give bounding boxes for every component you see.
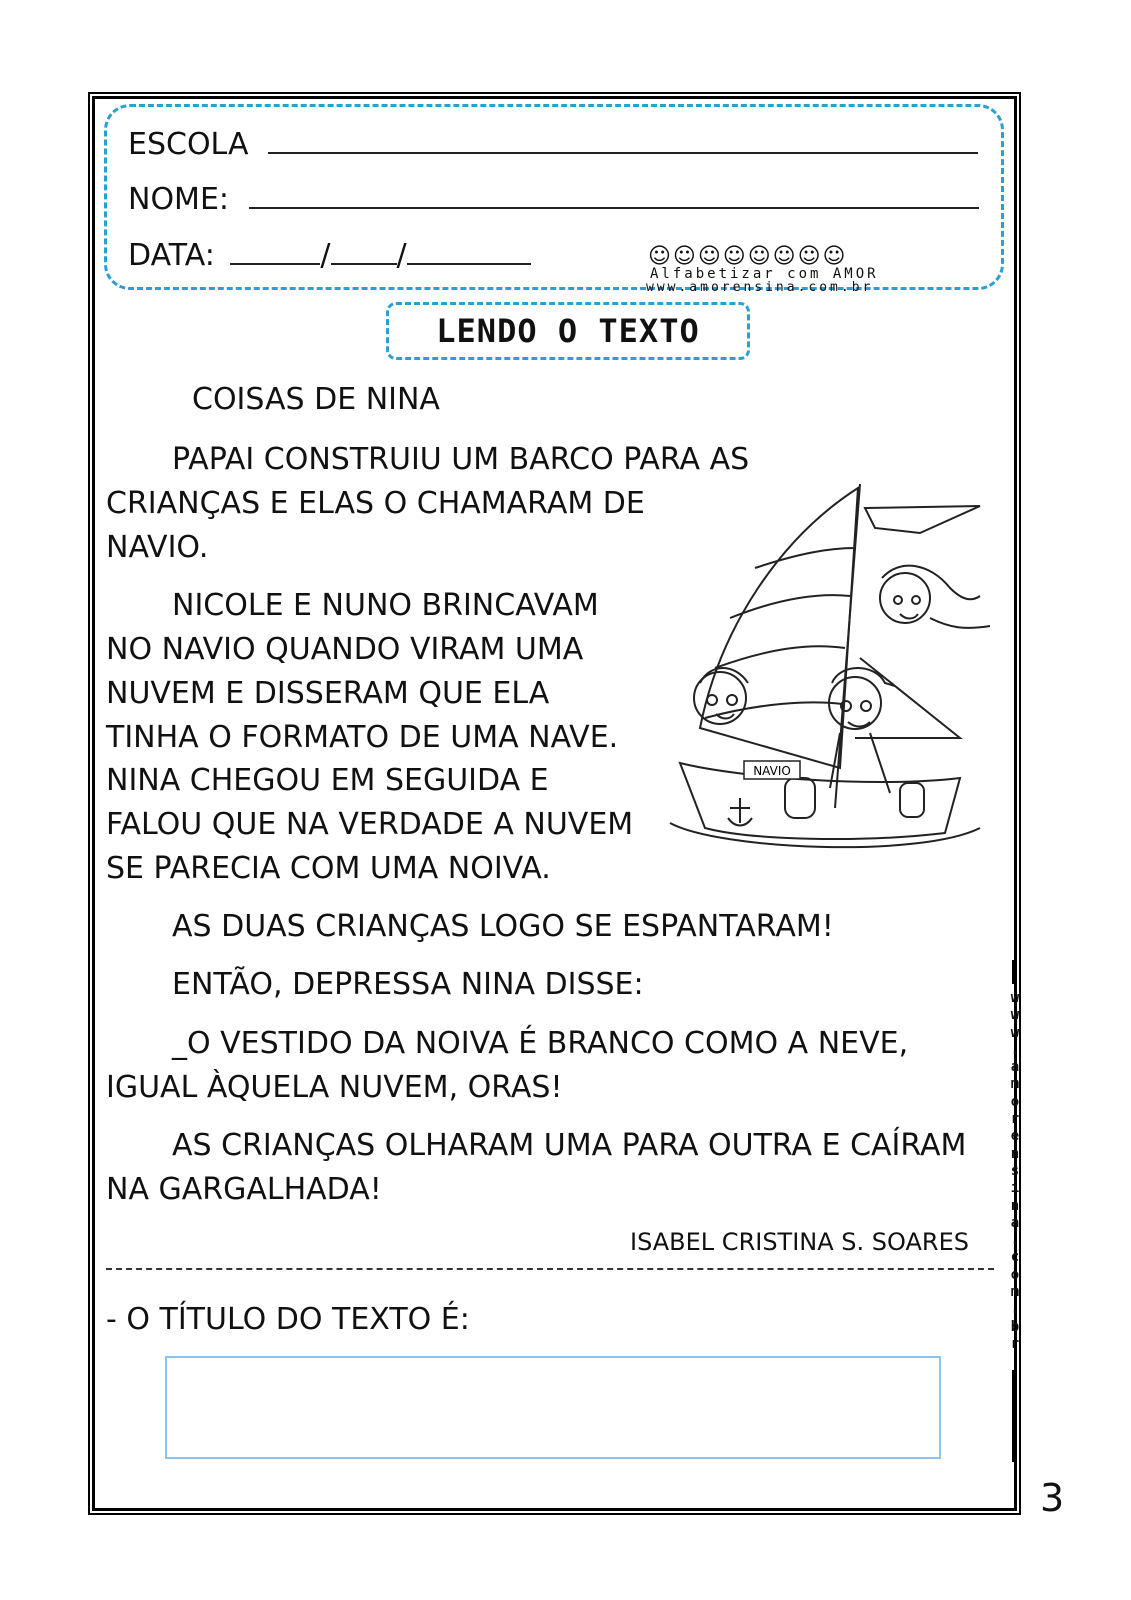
story-line: CRIANÇAS E ELAS O CHAMARAM DE [106,486,645,521]
nome-label: NOME: [128,182,230,217]
data-separator: / [320,238,331,273]
story-line: PAPAI CONSTRUIU UM BARCO PARA AS [172,442,750,477]
story-line: NO NAVIO QUANDO VIRAM UMA [106,632,584,667]
sailboat-illustration [660,478,1005,868]
story-line: IGUAL ÀQUELA NUVEM, ORAS! [106,1070,563,1105]
separator-dashed [106,1268,994,1270]
story-line: ENTÃO, DEPRESSA NINA DISSE: [172,967,644,1002]
page-number: 3 [1040,1476,1065,1520]
data-separator: / [396,238,407,273]
answer-box[interactable] [165,1356,941,1459]
story-line: NA GARGALHADA! [106,1172,382,1207]
data-year-field[interactable] [407,237,531,265]
escola-field[interactable] [268,126,978,154]
brand-line1: Alfabetizar com AMOR [650,266,879,282]
data-month-field[interactable] [331,237,397,265]
side-website-text: w w w . a m o r e n s i n a . c o m . b r [1010,990,1020,1352]
nome-field[interactable] [249,181,979,209]
story-line: AS CRIANÇAS OLHARAM UMA PARA OUTRA E CAÍRAM [172,1128,967,1163]
story-line: NINA CHEGOU EM SEGUIDA E [106,763,549,798]
data-day-field[interactable] [230,237,320,265]
data-row [128,237,531,273]
side-bar-bottom [1012,1370,1017,1462]
data-label: DATA: [128,238,215,273]
boat-label: NAVIO [753,764,791,778]
story-author: ISABEL CRISTINA S. SOARES [630,1228,969,1256]
story-line: SE PARECIA COM UMA NOIVA. [106,851,551,886]
story-line: FALOU QUE NA VERDADE A NUVEM [106,807,634,842]
escola-row [128,126,978,162]
story-line: TINHA O FORMATO DE UMA NAVE. [106,720,619,755]
section-title: LENDO O TEXTO [436,312,700,350]
story-line: AS DUAS CRIANÇAS LOGO SE ESPANTARAM! [172,909,834,944]
story-line: NICOLE E NUNO BRINCAVAM [172,588,599,623]
brand-logo [640,244,980,295]
kids-faces-icon: ☺☺☺☺☺☺☺☺ [648,244,848,269]
brand-line2: www.amorensina.com.br [646,280,874,295]
question-title: - O TÍTULO DO TEXTO É: [106,1302,470,1337]
side-bar-top [1012,960,1017,984]
story-line: NAVIO. [106,530,209,565]
story-line: _O VESTIDO DA NOIVA É BRANCO COMO A NEVE, [172,1026,909,1061]
nome-row [128,181,979,217]
escola-label: ESCOLA [128,127,249,162]
story-line: NUVEM E DISSERAM QUE ELA [106,676,550,711]
story-title: COISAS DE NINA [192,382,440,417]
section-title-box [386,302,750,360]
